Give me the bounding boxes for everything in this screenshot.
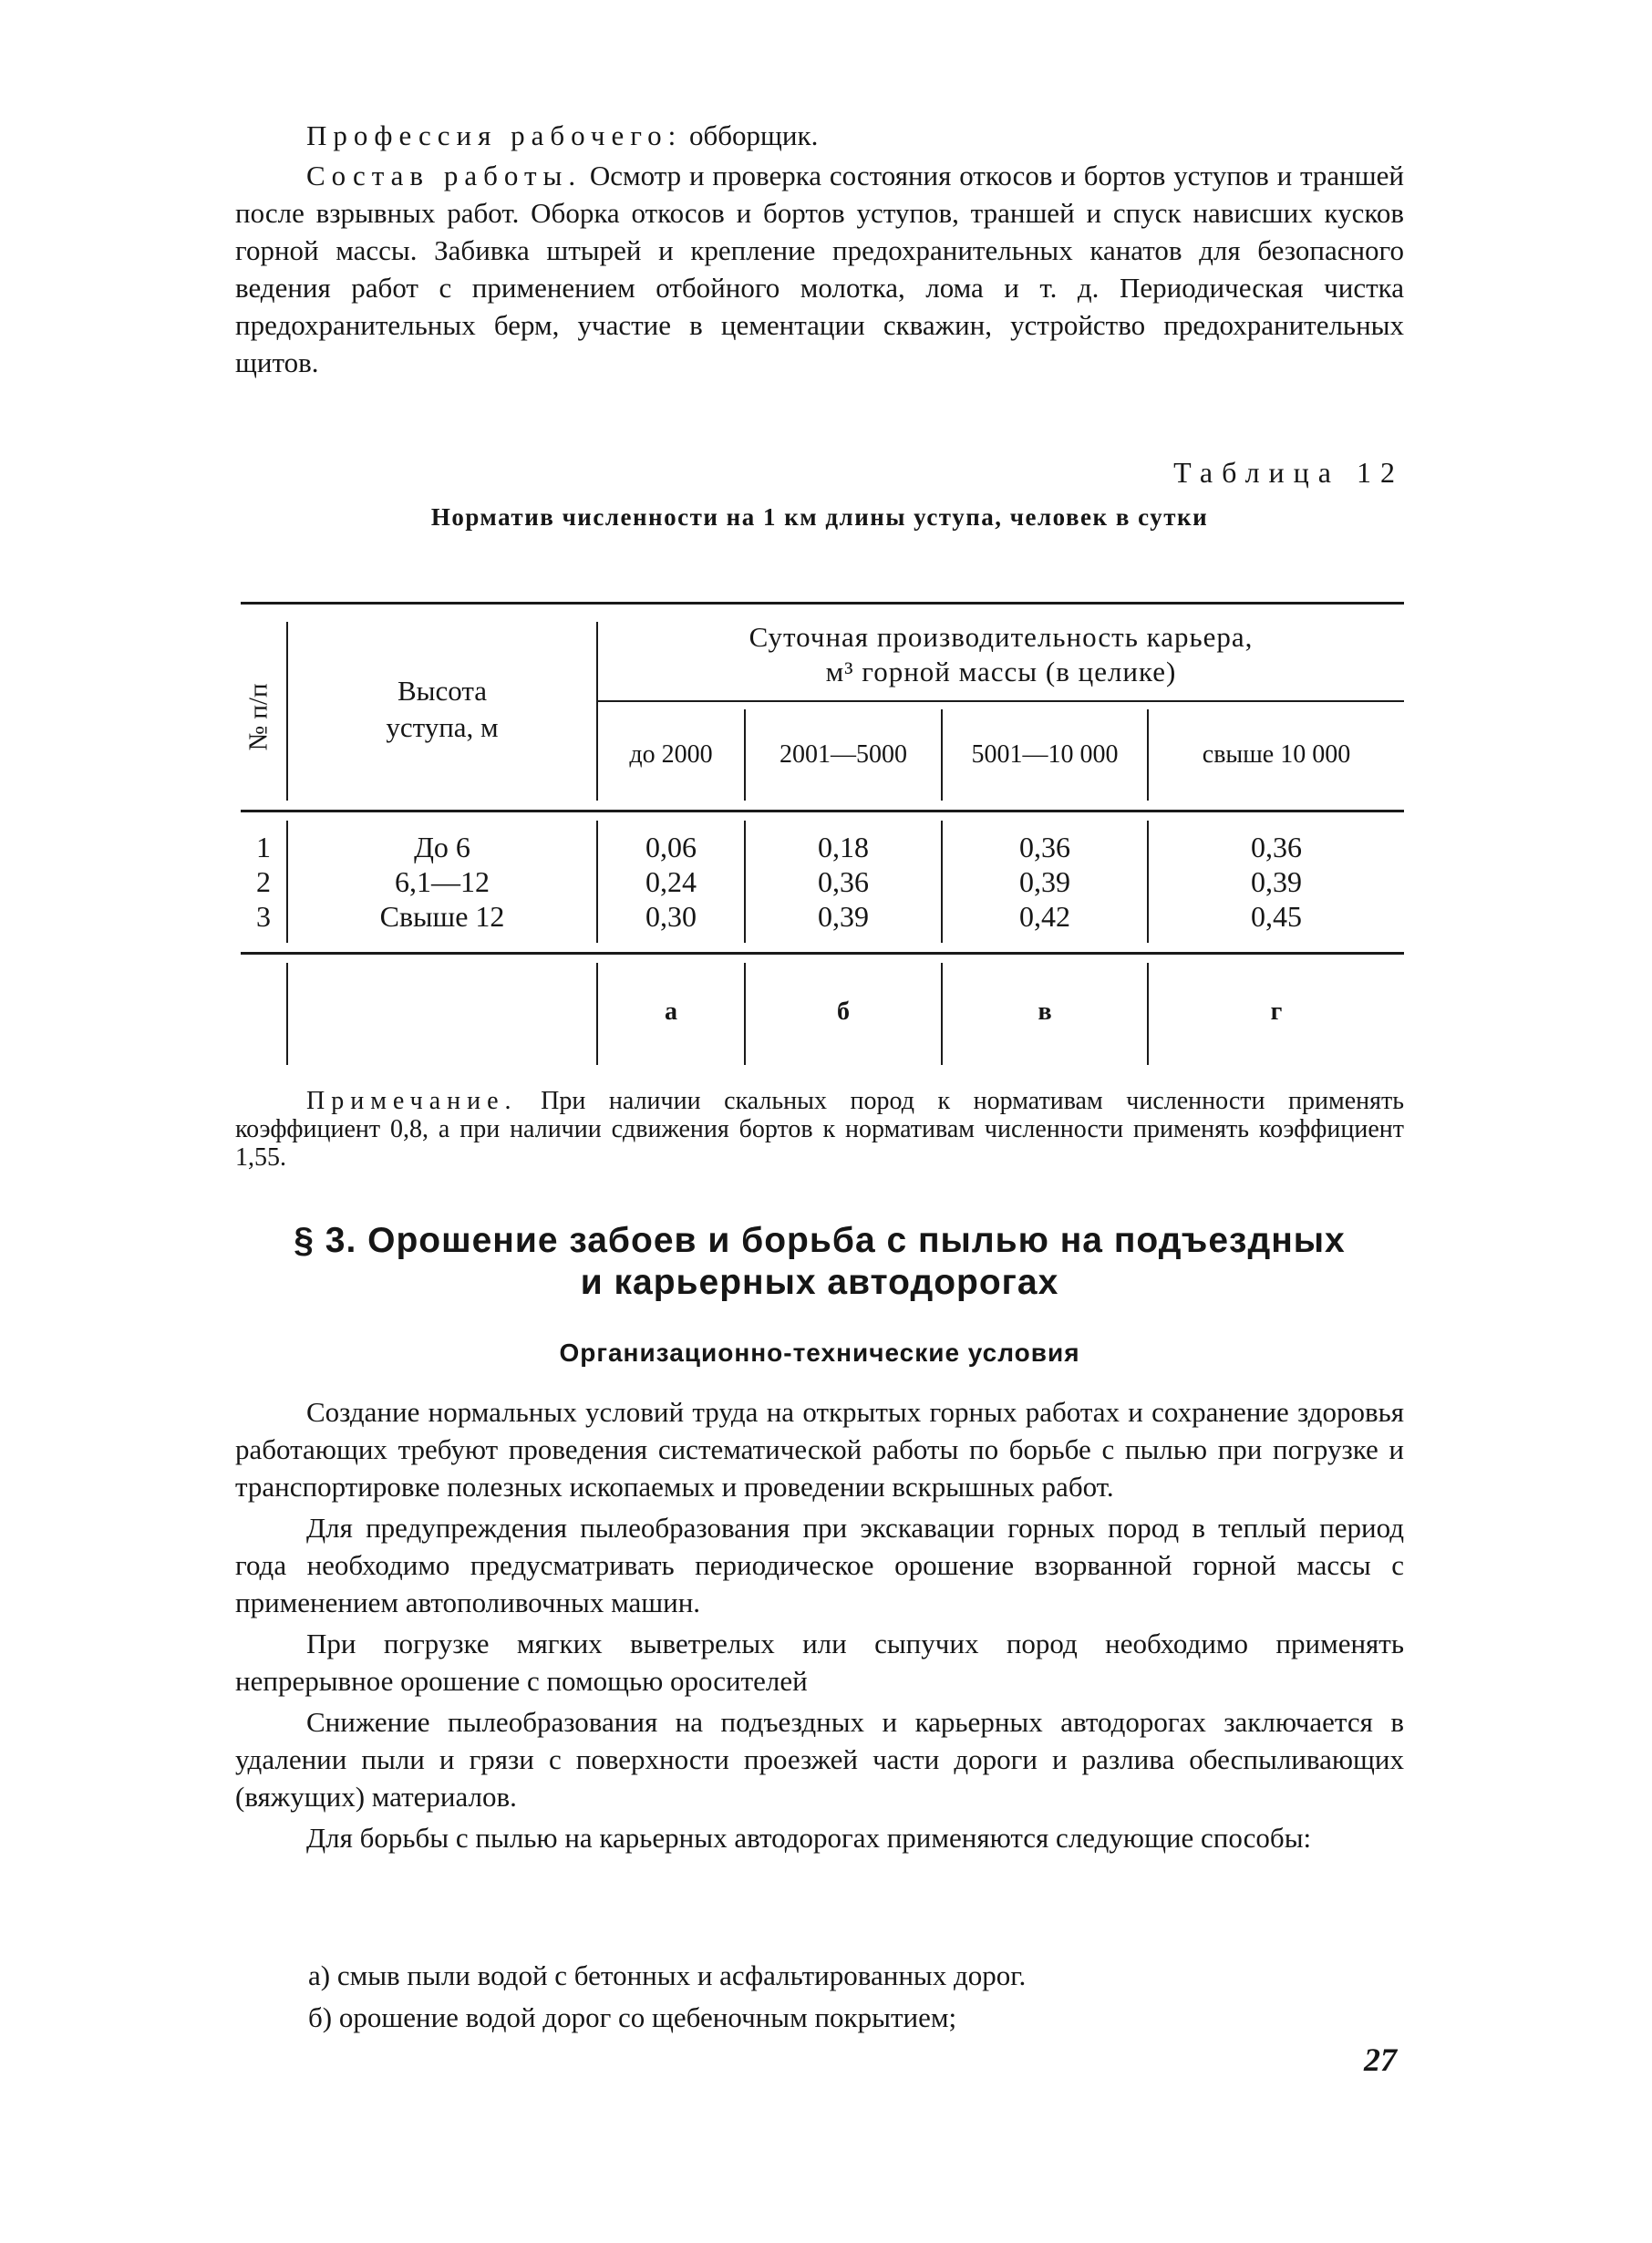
values-column-a: [598, 830, 744, 934]
values-column-b: [746, 830, 941, 934]
column-header: 5001—10 000: [971, 740, 1119, 769]
header-height: [288, 673, 596, 746]
section-title-line1: § 3. Орошение забоев и борьба с пылью на подъездных: [294, 1221, 1346, 1260]
profession-label: Профессия рабочего:: [306, 119, 683, 151]
values-column-g: [1149, 830, 1404, 934]
row-heights: [288, 830, 596, 934]
header-height-line1: Высота: [397, 675, 488, 707]
header-group-rule: [596, 700, 1404, 702]
column-header: до 2000: [629, 740, 713, 769]
paragraph: Для борьбы с пылью на карьерных автодорогах применяются следующие способы:: [306, 1822, 1312, 1854]
note-label: Примечание.: [306, 1087, 518, 1115]
row-height: До 6: [414, 831, 470, 863]
table-label: Таблица 12: [1173, 456, 1404, 489]
list-item: а) смыв пыли водой с бетонных и асфальтированных дорог.: [308, 1959, 1027, 1991]
table-top-rule: [241, 602, 1404, 605]
table-cell: 0,45: [1251, 900, 1302, 933]
column-header: 2001—5000: [780, 740, 907, 769]
table-cell: 0,30: [645, 900, 697, 933]
list-item: б) орошение водой дорог со щебеночным покрытием;: [308, 2001, 957, 2033]
row-numbers: [241, 830, 286, 934]
row-number: 3: [256, 900, 271, 933]
table-cell: 0,39: [818, 900, 869, 933]
row-number: 2: [256, 865, 271, 898]
row-number: 1: [256, 831, 271, 863]
table-cell: 0,24: [645, 865, 697, 898]
page-number: 27: [1364, 2041, 1397, 2078]
table-cell: 0,36: [818, 865, 869, 898]
section-title-line2: и карьерных автодорогах: [580, 1263, 1059, 1302]
table-cell: 0,36: [1019, 831, 1070, 863]
paragraph: Снижение пылеобразования на подъездных и карьерных автодорогах заключается в удалении пыли и грязи с поверхности проезжей части дороги и разлива обеспыливающих (вяжущих) материалов.: [235, 1706, 1404, 1813]
table-title: Норматив численности на 1 км длины уступа, человек в сутки: [430, 503, 1209, 531]
column-header: свыше 10 000: [1202, 740, 1351, 769]
section-body: [235, 1393, 1404, 1860]
row-height: 6,1—12: [395, 865, 490, 898]
work-composition: [235, 157, 1404, 381]
note-text: При наличии скальных пород к нормативам численности применять коэффициент 0,8, а при наличии сдвижения бортов к нормативам численности применять коэффициент 1,55.: [235, 1087, 1405, 1172]
subsection-title: Организационно-технические условия: [559, 1339, 1080, 1367]
table-cell: 0,42: [1019, 900, 1070, 933]
values-column-v: [943, 830, 1147, 934]
profession-value: обборщик.: [689, 119, 819, 151]
table-note: [235, 1087, 1404, 1172]
table-cell: 0,39: [1251, 865, 1302, 898]
index-letter: в: [1038, 997, 1052, 1026]
paragraph: Создание нормальных условий труда на открытых горных работах и сохранение здоровья работающих требуют проведения систематической работы по борьбе с пылью при погрузке и транспортировке полезных ископаемых и проведении вскрышных работ.: [235, 1396, 1404, 1503]
body-bottom-rule: [241, 952, 1404, 955]
header-group-line2: м³ горной массы (в целике): [825, 656, 1177, 687]
header-bottom-rule: [241, 810, 1404, 812]
work-label: Состав работы.: [306, 160, 583, 191]
profession-line: [235, 117, 1404, 154]
header-group: [598, 620, 1404, 689]
row-height: Свыше 12: [379, 900, 505, 933]
index-letter: а: [665, 997, 677, 1026]
vrule: [286, 963, 288, 1065]
methods-list: [235, 1955, 1404, 2039]
section-title: [235, 1220, 1404, 1304]
table-cell: 0,39: [1019, 865, 1070, 898]
paragraph: Для предупреждения пылеобразования при экскавации горных пород в теплый период года необходимо предусматривать периодическое орошение взорванной горной массы с применением автополивочных машин.: [235, 1512, 1404, 1618]
index-letter: б: [837, 997, 850, 1026]
table-cell: 0,18: [818, 831, 869, 863]
staffing-table: [241, 602, 1404, 1076]
work-text: Осмотр и проверка состояния откосов и бортов уступов и траншей после взрывных работ. Оборка откосов и бортов уступов, траншей и спуск нависших кусков горной массы. Забивка штырей и крепление предохранительных канатов для безопасного ведения работ с применением отбойного молотка, лома и т. д. Периодическая чистка предохранительных берм, участие в цементации скважин, устройство предохранительных щитов.: [235, 160, 1405, 378]
header-group-line1: Суточная производительность карьера,: [749, 621, 1254, 653]
table-cell: 0,36: [1251, 831, 1302, 863]
header-height-line2: уступа, м: [386, 711, 499, 743]
header-number: № п/п: [243, 683, 274, 751]
table-cell: 0,06: [645, 831, 697, 863]
paragraph: При погрузке мягких выветрелых или сыпучих пород необходимо применять непрерывное орошение с помощью оросителей: [235, 1628, 1404, 1697]
index-letter: г: [1270, 997, 1283, 1026]
